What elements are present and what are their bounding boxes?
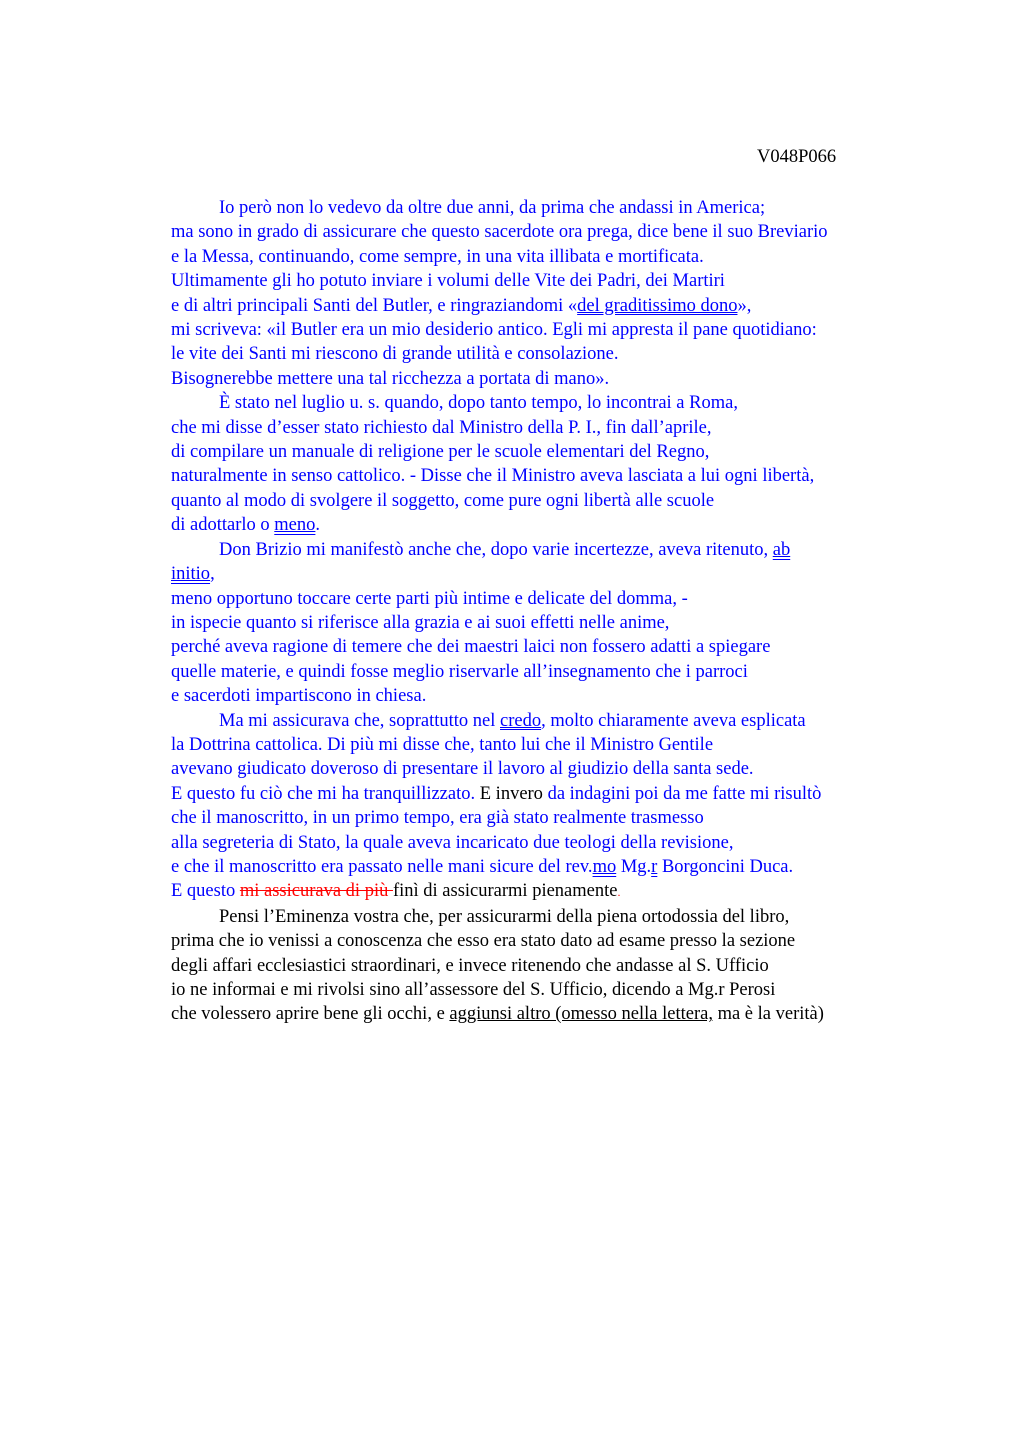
- text-line: È stato nel luglio u. s. quando, dopo tanto tempo, lo incontrai a Roma,: [219, 393, 738, 414]
- text-segment: E questo: [171, 881, 240, 902]
- text-line: [171, 855, 931, 879]
- text-line: che il manoscritto, in un primo tempo, era già stato realmente trasmesso: [171, 808, 704, 829]
- text-segment: che volessero aprire bene gli occhi, e: [171, 1004, 450, 1025]
- text-line: in ispecie quanto si riferisce alla grazia e ai suoi effetti nelle anime,: [171, 612, 670, 633]
- text-segment: Ma mi assicurava che, soprattutto nel: [219, 710, 501, 731]
- text-segment: .: [315, 515, 321, 536]
- text-line: [171, 562, 931, 586]
- text-line: che mi disse d’esser stato richiesto dal Ministro della P. I., fin dall’aprile,: [171, 417, 712, 438]
- text-segment: »,: [737, 295, 752, 316]
- text-line: mi scriveva: «il Butler era un mio desiderio antico. Egli mi appresta il pane quotidiano:: [171, 320, 817, 341]
- text-line: Ultimamente gli ho potuto inviare i volumi delle Vite dei Padri, dei Martiri: [171, 271, 725, 292]
- text-segment: e di altri principali Santi del Butler, e ringraziandomi «: [171, 295, 578, 316]
- text-line: Io però non lo vedevo da oltre due anni, da prima che andassi in America;: [219, 198, 766, 218]
- text-line: [171, 782, 931, 806]
- double-underlined-text: ab: [772, 539, 791, 560]
- double-underlined-text: del graditissimo dono: [577, 295, 738, 316]
- text-line: [171, 1002, 931, 1026]
- text-line: [171, 709, 931, 733]
- letter-body: [171, 196, 931, 1027]
- text-line: meno opportuno toccare certe parti più intime e delicate del domma, -: [171, 588, 688, 609]
- text-line: [171, 538, 931, 562]
- text-segment: E questo fu ciò che mi ha tranquillizzato.: [171, 783, 480, 804]
- text-line: [171, 513, 931, 537]
- text-line: ma sono in grado di assicurare che questo sacerdote ora prega, dice bene il suo Breviario: [171, 222, 828, 243]
- double-underlined-text: mo: [592, 856, 617, 877]
- double-underlined-text: meno: [274, 515, 316, 536]
- text-line: quelle materie, e quindi fosse meglio riservarle all’insegnamento che i parroci: [171, 661, 748, 682]
- double-underlined-text: credo: [500, 710, 542, 731]
- page-id: V048P066: [757, 147, 837, 167]
- text-line: io ne informai e mi rivolsi sino all’assessore del S. Ufficio, dicendo a Mg.r Perosi: [171, 980, 776, 1000]
- text-line: e sacerdoti impartiscono in chiesa.: [171, 686, 427, 707]
- text-line: e la Messa, continuando, come sempre, in una vita illibata e mortificata.: [171, 246, 704, 267]
- text-line: le vite dei Santi mi riescono di grande utilità e consolazione.: [171, 344, 619, 365]
- text-line: la Dottrina cattolica. Di più mi disse che, tanto lui che il Ministro Gentile: [171, 734, 714, 755]
- text-segment: , molto chiaramente aveva esplicata: [541, 710, 806, 731]
- text-segment: e che il manoscritto era passato nelle mani sicure del rev.: [171, 856, 593, 877]
- text-line: quanto al modo di svolgere il soggetto, come pure ogni libertà alle scuole: [171, 490, 715, 511]
- text-segment: Don Brizio mi manifestò anche che, dopo varie incertezze, aveva ritenuto,: [219, 539, 773, 560]
- text-line: [171, 294, 931, 318]
- underlined-text: aggiunsi altro (omesso nella lettera,: [449, 1004, 713, 1025]
- text-line: Pensi l’Eminenza vostra che, per assicurarmi della piena ortodossia del libro,: [219, 906, 790, 927]
- deleted-text: mi assicurava di più: [239, 881, 393, 902]
- double-underlined-text: initio: [171, 564, 211, 585]
- text-segment: da indagini poi da me fatte mi risultò: [542, 783, 822, 804]
- text-line: [171, 879, 931, 904]
- original-text: E invero: [479, 783, 543, 804]
- text-segment: ma è la verità): [712, 1004, 824, 1025]
- text-line: di compilare un manuale di religione per le scuole elementari del Regno,: [171, 442, 710, 463]
- text-segment: Borgoncini Duca.: [657, 856, 794, 877]
- text-line: avevano giudicato doveroso di presentare il lavoro al giudizio della santa sede.: [171, 759, 754, 780]
- original-text: finì di assicurarmi pienamente: [392, 881, 618, 902]
- text-segment: di adottarlo o: [171, 515, 275, 536]
- double-underlined-text: r: [651, 856, 658, 877]
- text-line: naturalmente in senso cattolico. - Disse che il Ministro aveva lasciata a lui ogni libertà,: [171, 466, 815, 487]
- text-segment: .: [617, 885, 621, 900]
- text-line: perché aveva ragione di temere che dei maestri laici non fossero adatti a spiegare: [171, 637, 771, 658]
- text-segment: Mg.: [616, 856, 652, 877]
- text-line: Bisognerebbe mettere una tal ricchezza a portata di mano».: [171, 368, 610, 389]
- text-line: degli affari ecclesiastici straordinari, e invece ritenendo che andasse al S. Ufficio: [171, 955, 769, 976]
- text-line: prima che io venissi a conoscenza che esso era stato dato ad esame presso la sezione: [171, 931, 796, 952]
- text-line: alla segreteria di Stato, la quale aveva incaricato due teologi della revisione,: [171, 832, 734, 853]
- text-segment: ,: [210, 564, 215, 585]
